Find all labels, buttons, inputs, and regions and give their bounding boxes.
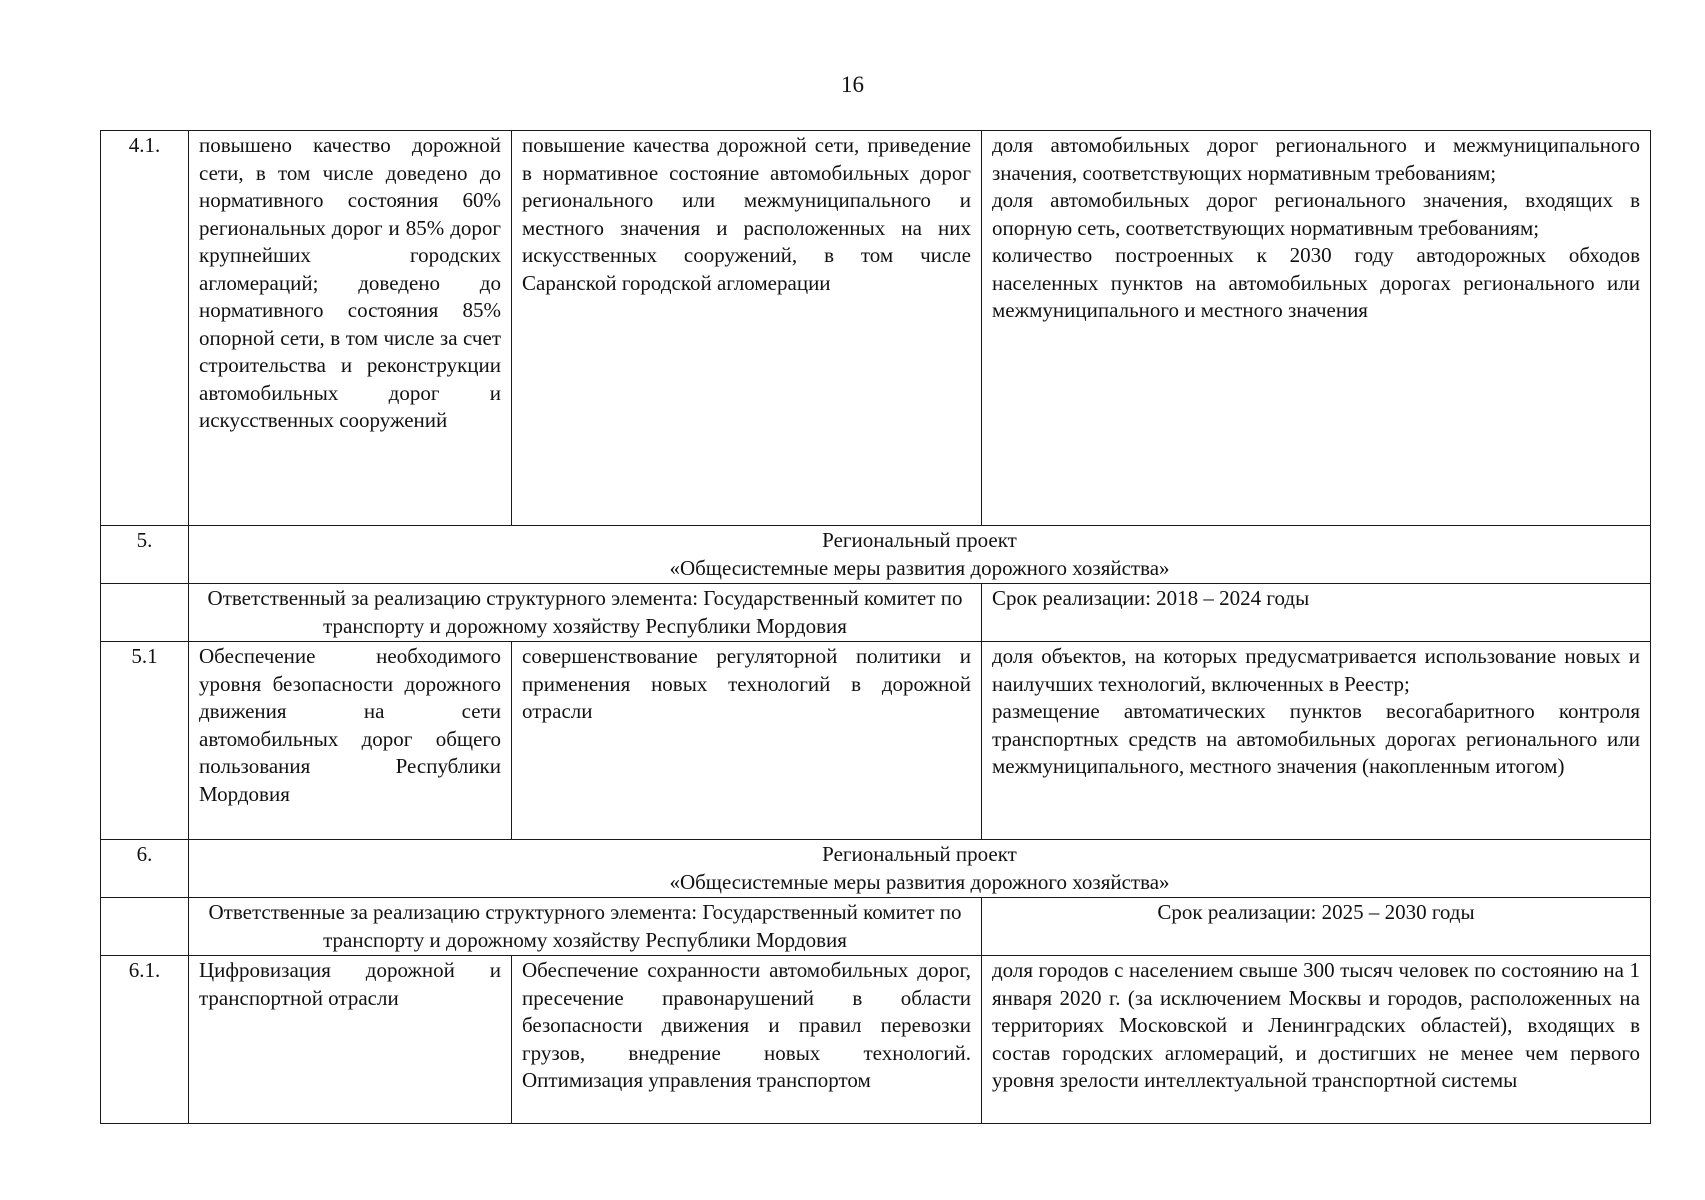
indicators-cell xyxy=(982,956,1651,1124)
row-number: 6.1. xyxy=(101,956,189,1124)
indicator-item: доля объектов, на которых предусматривается использование новых и наилучших технологий, включенных в Реестр; xyxy=(992,644,1640,696)
table-row xyxy=(101,956,1651,1124)
task-cell: повышено качество дорожной сети, в том числе доведено до нормативного состояния 60% региональных дорог и 85% дорог крупнейших городских агломераций; доведено до нормативного состояния 85% опорной сети, в том числе за счет строительства и реконструкции автомобильных дорог и искусственных сооружений xyxy=(189,131,512,526)
project-title-cell xyxy=(189,840,1651,898)
project-title-line: «Общесистемные меры развития дорожного хозяйства» xyxy=(669,869,1170,894)
indicator-item: доля автомобильных дорог регионального значения, входящих в опорную сеть, соответствующих нормативным требованиям; xyxy=(992,188,1640,240)
period-cell: Срок реализации: 2018 – 2024 годы xyxy=(982,584,1651,642)
project-title-line: Региональный проект xyxy=(822,528,1017,552)
indicator-item: количество построенных к 2030 году автодорожных обходов населенных пунктов на автомобильных дорогах регионального или межмуниципального и местного значения xyxy=(992,243,1640,322)
effect-cell: повышение качества дорожной сети, приведение в нормативное состояние автомобильных дорог регионального или межмуниципального и местного значения и расположенных на них искусственных сооружений, в том числе Саранской городской агломерации xyxy=(512,131,982,526)
effect-cell: Обеспечение сохранности автомобильных дорог, пресечение правонарушений в области безопасности движения и правил перевозки грузов, внедрение новых технологий. Оптимизация управления транспортом xyxy=(512,956,982,1124)
table-row xyxy=(101,131,1651,526)
row-number: 5.1 xyxy=(101,642,189,840)
task-cell: Цифровизация дорожной и транспортной отрасли xyxy=(189,956,512,1124)
table-row xyxy=(101,642,1651,840)
project-number: 5. xyxy=(101,526,189,584)
project-title-line: Региональный проект xyxy=(822,842,1017,866)
project-title-cell xyxy=(189,526,1651,584)
responsible-cell: Ответственный за реализацию структурного элемента: Государственный комитет по транспорту и дорожному хозяйству Республики Мордовия xyxy=(189,584,982,642)
row-number: 4.1. xyxy=(101,131,189,526)
indicator-item: доля автомобильных дорог регионального и межмуниципального значения, соответствующих нормативным требованиям; xyxy=(992,133,1640,185)
project-title-line: «Общесистемные меры развития дорожного хозяйства» xyxy=(669,555,1170,580)
responsible-cell: Ответственные за реализацию структурного элемента: Государственный комитет по транспорту и дорожному хозяйству Республики Мордовия xyxy=(189,898,982,956)
page-number: 16 xyxy=(841,72,864,97)
project-header-row xyxy=(101,840,1651,898)
project-info-row xyxy=(101,898,1651,956)
indicators-cell xyxy=(982,131,1651,526)
project-number: 6. xyxy=(101,840,189,898)
indicator-item: доля городов с населением свыше 300 тысяч человек по состоянию на 1 января 2020 г. (за исключением Москвы и городов, расположенных на территориях Московской и Ленинградских областей), входящих в состав городских агломераций, и достигших не менее чем первого уровня зрелости интеллектуальной транспортной системы xyxy=(992,958,1640,1092)
measures-table xyxy=(100,130,1651,1124)
project-header-row xyxy=(101,526,1651,584)
period-cell: Срок реализации: 2025 – 2030 годы xyxy=(982,898,1651,956)
task-cell: Обеспечение необходимого уровня безопасности дорожного движения на сети автомобильных дорог общего пользования Республики Мордовия xyxy=(189,642,512,840)
effect-cell: совершенствование регуляторной политики и применения новых технологий в дорожной отрасли xyxy=(512,642,982,840)
empty-cell xyxy=(101,898,189,956)
empty-cell xyxy=(101,584,189,642)
indicators-cell xyxy=(982,642,1651,840)
indicator-item: размещение автоматических пунктов весогабаритного контроля транспортных средств на автомобильных дорогах регионального или межмуниципального, местного значения (накопленным итогом) xyxy=(992,699,1640,778)
project-info-row xyxy=(101,584,1651,642)
